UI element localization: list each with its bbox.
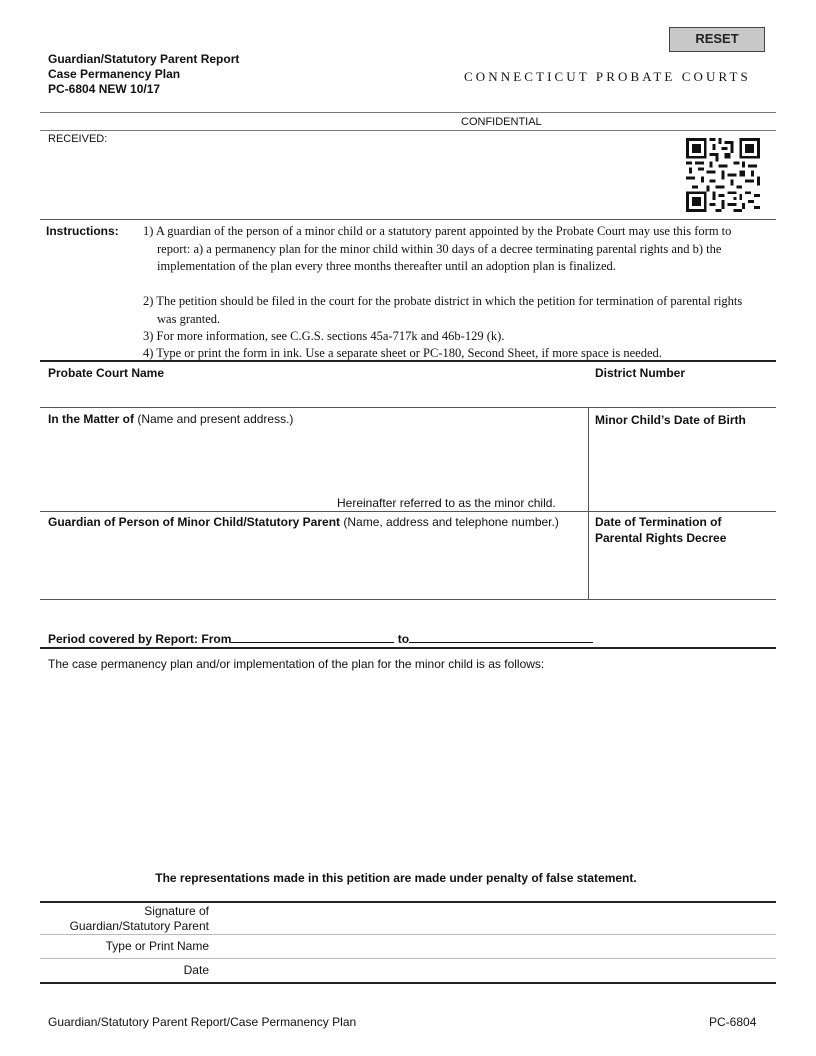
period-label-row: [48, 631, 593, 647]
divider: [40, 599, 776, 600]
footer-form-number: PC-6804: [709, 1015, 757, 1029]
termination-date-line1: Date of Termination of: [595, 515, 722, 529]
divider: [40, 647, 776, 649]
termination-date-label: [595, 515, 726, 546]
footer-title: Guardian/Statutory Parent Report/Case Permanency Plan: [48, 1015, 357, 1029]
minor-dob-input[interactable]: [595, 432, 770, 450]
termination-date-input[interactable]: [595, 555, 770, 573]
date-input[interactable]: [216, 961, 774, 980]
instruction-item: 3) For more information, see C.G.S. sections 45a-717k and 46b-129 (k).: [143, 329, 505, 343]
date-label: Date: [183, 963, 209, 977]
probate-court-name-input[interactable]: [48, 385, 578, 403]
divider: [40, 360, 776, 362]
instructions-heading: Instructions:: [46, 224, 119, 238]
in-matter-of-input[interactable]: [48, 430, 580, 490]
divider: [40, 112, 776, 113]
received-stamp-label: RECEIVED:: [48, 133, 108, 145]
instruction-item: 2) The petition should be filed in the court for the probate district in which the petition for termination of parental rights was granted.: [143, 294, 743, 326]
in-matter-of-label: [48, 412, 293, 427]
guardian-label-hint: (Name, address and telephone number.): [340, 515, 559, 529]
guardian-label-bold: Guardian of Person of Minor Child/Statutory Parent: [48, 515, 341, 529]
qr-code-icon: [686, 138, 760, 212]
minor-child-note: Hereinafter referred to as the minor child.: [337, 496, 556, 510]
termination-date-line2: Parental Rights Decree: [595, 530, 727, 545]
district-number-label: District Number: [595, 366, 686, 380]
divider: [40, 934, 776, 935]
period-from-label: Period covered by Report: From: [48, 632, 232, 646]
period-to-label: to: [397, 632, 410, 646]
signature-label: [40, 904, 209, 934]
in-matter-of-hint: (Name and present address.): [134, 412, 294, 426]
confidential-label: CONFIDENTIAL: [461, 116, 542, 128]
divider: [40, 982, 776, 984]
signature-field[interactable]: [216, 904, 774, 934]
court-name-heading: CONNECTICUT PROBATE COURTS: [464, 69, 751, 84]
form-subtitle: Case Permanency Plan: [48, 67, 181, 81]
signature-label-line2: Guardian/Statutory Parent: [69, 919, 209, 933]
divider: [40, 511, 776, 512]
instruction-item: 4) Type or print the form in ink. Use a separate sheet or PC-180, Second Sheet, if more space is needed.: [143, 346, 662, 360]
guardian-input[interactable]: [48, 550, 580, 594]
in-matter-of-bold: In the Matter of: [48, 412, 134, 426]
signature-label-line1: Signature of: [144, 904, 209, 918]
divider: [40, 219, 776, 220]
probate-court-name-label: Probate Court Name: [48, 366, 165, 380]
period-from-blank[interactable]: [231, 631, 394, 643]
minor-dob-label: Minor Child’s Date of Birth: [595, 413, 746, 427]
divider: [40, 130, 776, 131]
divider: [40, 901, 776, 903]
guardian-label: [48, 515, 578, 531]
plan-statement: The case permanency plan and/or implementation of the plan for the minor child is as follows:: [48, 657, 545, 671]
penalty-statement: The representations made in this petition are made under penalty of false statement.: [155, 871, 637, 885]
district-number-input[interactable]: [595, 385, 770, 403]
period-to-blank[interactable]: [409, 631, 593, 643]
plan-details-input[interactable]: [48, 677, 774, 857]
form-title: Guardian/Statutory Parent Report: [48, 52, 240, 66]
divider: [40, 407, 776, 408]
print-name-label: Type or Print Name: [105, 939, 209, 953]
print-name-input[interactable]: [216, 937, 774, 956]
column-divider: [588, 407, 589, 599]
reset-button[interactable]: RESET: [669, 27, 765, 52]
form-number: PC-6804 NEW 10/17: [48, 82, 161, 96]
divider: [40, 958, 776, 959]
instruction-item: 1) A guardian of the person of a minor child or a statutory parent appointed by the Probate Court may use this form to report: a) a permanency plan for the minor child within 30 days of a decree terminating parental rights and b) the implementation of the plan every three months thereafter until an adoption plan is finalized.: [143, 224, 732, 273]
